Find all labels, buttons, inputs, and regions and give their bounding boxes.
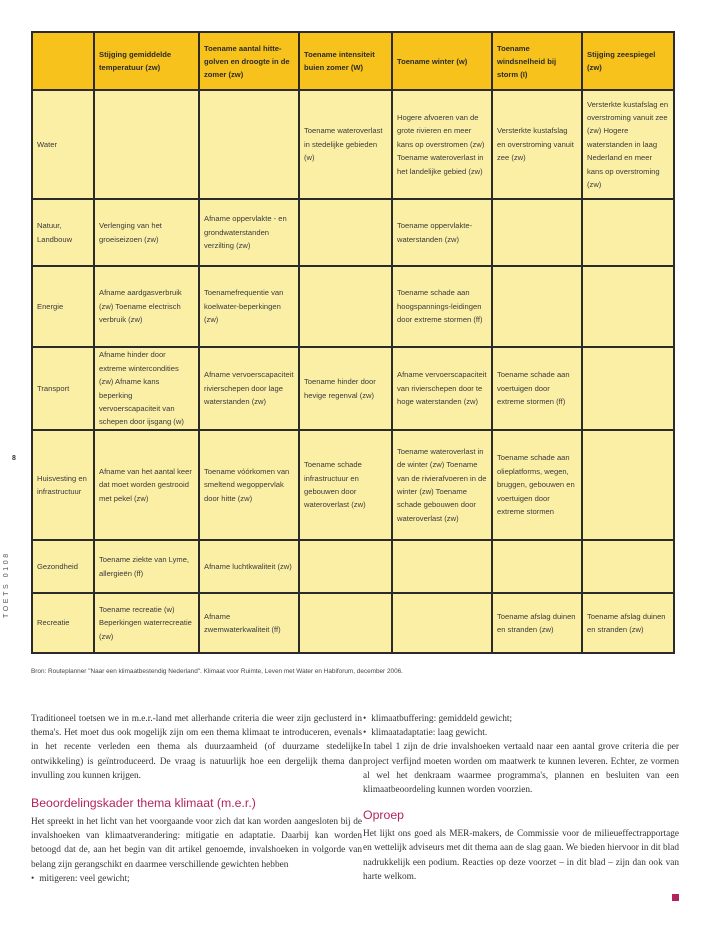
table-cell: Toename ziekte van Lyme, allergieën (ff): [94, 540, 199, 593]
row-label: Recreatie: [32, 593, 94, 653]
table-cell: Afname zwemwaterkwaliteit (ff): [199, 593, 299, 653]
table-cell: Afname luchtkwaliteit (zw): [199, 540, 299, 593]
list-item: • mitigeren: veel gewicht;: [31, 872, 362, 886]
page-number: 8: [12, 455, 16, 462]
list-item: • klimaatadaptatie: laag gewicht.: [363, 726, 679, 740]
running-footer-label: TOETS 0108: [3, 551, 10, 618]
body-paragraph: Het spreekt in het licht van het voorgaande voor zich dat kan worden aangesloten bij de invalshoeken van klimaatverandering: mitigatie en adaptatie. Daarbij kan worden betoogd dat de, aan het begin van dit artikel genoemde, invalshoeken in volgorde van belang zijn gerangschikt en daarmee verschillende gewichten hebben: [31, 817, 362, 870]
body-paragraph: Het lijkt ons goed als MER-makers, de Commissie voor de milieueffectrapportage en wettelijk adviseurs met dit thema aan de slag gaan. We bieden hiervoor in dit blad nadrukkelijk een podium. Reacties op deze voorzet – in dit blad – zijn dan ook van harte welkom.: [363, 829, 679, 882]
body-paragraph: In tabel 1 zijn de drie invalshoeken vertaald naar een aantal grove criteria die per project verfijnd moeten worden om maatwerk te kunnen leveren. Echter, ze vormen al wel het denkraam waarmee programma's, plannen en besluiten van een klimaatbeoordeling kunnen worden voorzien.: [363, 742, 679, 796]
table-cell: Toename schade aan hoogspannings-leidingen door extreme stormen (ff): [392, 266, 492, 347]
table-row: [32, 266, 674, 347]
table-cell: Verlenging van het groeiseizoen (zw): [94, 199, 199, 266]
table-cell: [582, 266, 674, 347]
table-cell: Toename recreatie (w) Beperkingen waterrecreatie (zw): [94, 593, 199, 653]
table-cell: Toename wateroverlast in stedelijke gebieden (w): [299, 90, 392, 199]
table-cell: Toenamefrequentie van koelwater-beperkingen (zw): [199, 266, 299, 347]
section-heading: Oproep: [363, 808, 405, 823]
table-row: [32, 430, 674, 540]
table-cell: Afname vervoerscapaciteit rivierschepen door lage waterstanden (zw): [199, 347, 299, 430]
table-cell: [299, 199, 392, 266]
article-column-right: [363, 712, 679, 884]
header-temperature: Stijging gemiddelde temperatuur (zw): [94, 32, 199, 90]
table-row: [32, 199, 674, 266]
header-sea-level: Stijging zeespiegel (zw): [582, 32, 674, 90]
table-cell: Toename afslag duinen en stranden (zw): [492, 593, 582, 653]
table-cell: Toename wateroverlast in de winter (zw) Toename van de rivierafvoeren in de winter (zw) Toename schade gebouwen door wateroverlast (zw): [392, 430, 492, 540]
weight-list-continued: [363, 712, 679, 740]
article-end-marker: [672, 894, 679, 901]
header-winter: Toename winter (w): [392, 32, 492, 90]
header-windspeed: Toename windsnelheid bij storm (I): [492, 32, 582, 90]
row-label: Energie: [32, 266, 94, 347]
row-label: Natuur, Landbouw: [32, 199, 94, 266]
table-cell: Afname vervoerscapaciteit van rivierschepen door te hoge waterstanden (zw): [392, 347, 492, 430]
table-cell: Toename schade infrastructuur en gebouwen door wateroverlast (zw): [299, 430, 392, 540]
intro-paragraph: Traditioneel toetsen we in m.e.r.-land met allerhande criteria die weer zijn geclusterd in thema's. Het moet dus ook mogelijk zijn om een thema klimaat te introduceren, evenals in het recente verleden een thema als duurzaamheid (of duurzame stedelijke ontwikkeling) is geïntroduceerd. De vraag is natuurlijk hoe een dergelijk thema dan invulling zou kunnen krijgen.: [31, 714, 362, 781]
table-cell: [299, 593, 392, 653]
header-corner: [32, 32, 94, 90]
table-cell: Toename hinder door hevige regenval (zw): [299, 347, 392, 430]
table-cell: [392, 593, 492, 653]
table-cell: Versterkte kustafslag en overstroming vanuit zee (zw) Hogere waterstanden in laag Nederland en meer kans op overstroming (zw): [582, 90, 674, 199]
table-cell: Toename vóórkomen van smeltend wegoppervlak door hitte (zw): [199, 430, 299, 540]
table-cell: Afname oppervlakte - en grondwaterstanden verzilting (zw): [199, 199, 299, 266]
header-rain-intensity: Toename intensiteit buien zomer (W): [299, 32, 392, 90]
row-label: Water: [32, 90, 94, 199]
table-row: [32, 347, 674, 430]
table-cell: Toename schade aan voertuigen door extreme stormen (ff): [492, 347, 582, 430]
table-cell: [582, 540, 674, 593]
article-column-left: [31, 712, 362, 886]
climate-impact-table: [31, 31, 675, 654]
section-heading: Beoordelingskader thema klimaat (m.e.r.): [31, 796, 256, 811]
table-cell: Afname hinder door extreme wintercondities (zw) Afname kans beperking vervoerscapaciteit van schepen door ijsgang (w): [94, 347, 199, 430]
table-header-row: [32, 32, 674, 90]
table-cell: [492, 266, 582, 347]
table-cell: [94, 90, 199, 199]
row-label: Transport: [32, 347, 94, 430]
table-cell: Afname aardgasverbruik (zw) Toename electrisch verbruik (zw): [94, 266, 199, 347]
table-cell: [582, 199, 674, 266]
table-cell: [199, 90, 299, 199]
table-cell: Hogere afvoeren van de grote rivieren en meer kans op overstromen (zw) Toename wateroverlast in het landelijke gebied (zw): [392, 90, 492, 199]
table-cell: [492, 199, 582, 266]
table-cell: [299, 540, 392, 593]
weight-list: [31, 872, 362, 886]
table-cell: Toename schade aan olieplatforms, wegen, bruggen, gebouwen en voertuigen door extreme stormen: [492, 430, 582, 540]
table-cell: Toename oppervlakte-waterstanden (zw): [392, 199, 492, 266]
table-cell: [582, 430, 674, 540]
table-source-note: Bron: Routeplanner "Naar een klimaatbestendig Nederland". Klimaat voor Ruimte, Leven met Water en Habiforum, december 2006.: [31, 668, 403, 675]
table-row: [32, 540, 674, 593]
row-label: Huisvesting en infrastructuur: [32, 430, 94, 540]
table-cell: [492, 540, 582, 593]
header-heatwaves: Toename aantal hitte-golven en droogte in de zomer (zw): [199, 32, 299, 90]
table-row: [32, 593, 674, 653]
row-label: Gezondheid: [32, 540, 94, 593]
table-cell: [392, 540, 492, 593]
table-cell: Versterkte kustafslag en overstroming vanuit zee (zw): [492, 90, 582, 199]
table-cell: [299, 266, 392, 347]
table-cell: [582, 347, 674, 430]
table-cell: Afname van het aantal keer dat moet worden gestrooid met pekel (zw): [94, 430, 199, 540]
table-row: [32, 90, 674, 199]
table-cell: Toename afslag duinen en stranden (zw): [582, 593, 674, 653]
list-item: • klimaatbuffering: gemiddeld gewicht;: [363, 712, 679, 726]
